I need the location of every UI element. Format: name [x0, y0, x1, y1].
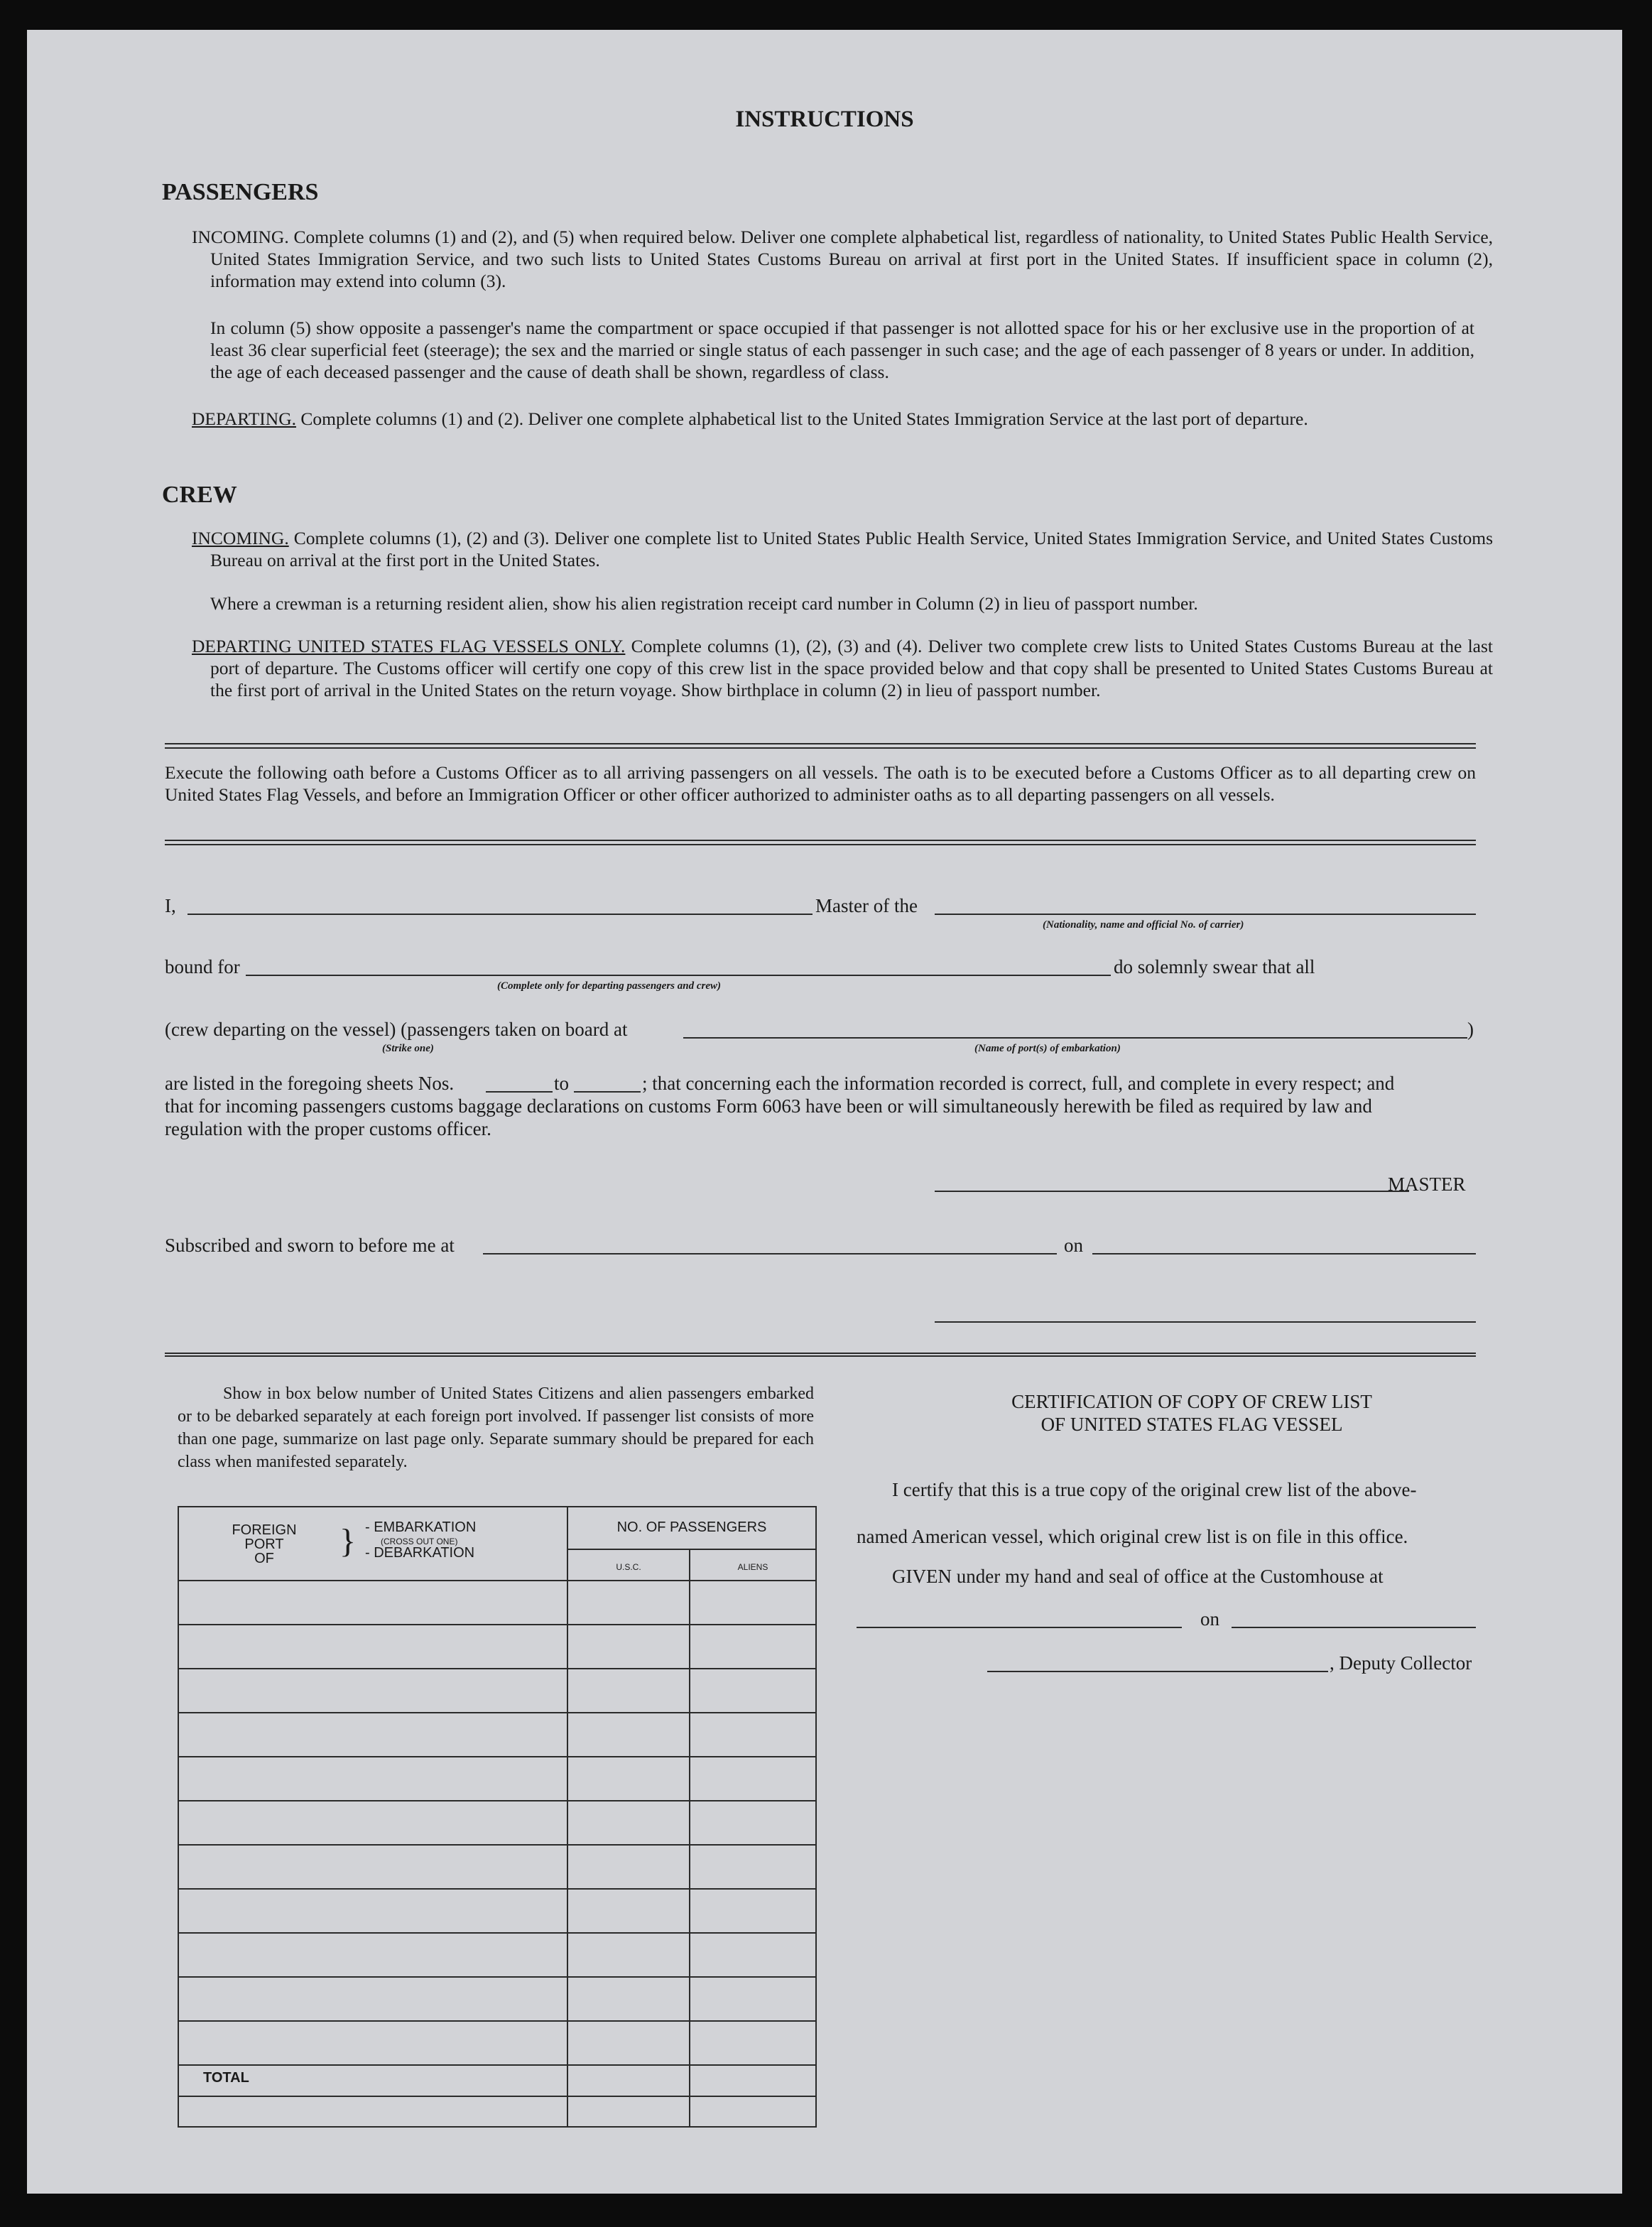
bound-for-field[interactable] — [246, 975, 1111, 976]
listed-to-label: to — [554, 1073, 570, 1094]
oath-intro: Execute the following oath before a Customs Officer as to all arriving passengers on all vessels. The oath is to be executed before a Customs Officer as to all departing crew on United States Flag Vessels, and before an Immigration Officer or other officer authorized to administer oaths as to all departing passengers on all vessels. — [165, 762, 1476, 805]
close-paren: ) — [1467, 1019, 1474, 1040]
deputy-collector-signature-field[interactable] — [987, 1671, 1328, 1672]
embarkation-port-field[interactable] — [683, 1037, 1467, 1039]
foreign-header: FOREIGN — [232, 1522, 297, 1538]
debarkation-header: - DEBARKATION — [365, 1545, 475, 1561]
listed-text-c: that for incoming passengers customs baggage declarations on customs Form 6063 have been or will simultaneously herewith be filed as required by law and — [165, 1095, 1372, 1117]
cross-out-header: (CROSS OUT ONE) — [381, 1537, 458, 1546]
passenger-summary-table — [178, 1506, 817, 2128]
oath-i-label: I, — [165, 895, 176, 916]
bound-for-label: bound for — [165, 956, 240, 977]
sworn-on-label: on — [1064, 1235, 1083, 1256]
sworn-at-field[interactable] — [483, 1253, 1057, 1255]
total-row-label: TOTAL — [203, 2070, 249, 2086]
passengers-incoming-label: INCOMING. — [192, 227, 289, 247]
summary-instructions: Show in box below number of United States Citizens and alien passengers embarked or to be debarked separately at each foreign port involved. If passenger list consists of more than one page, summarize on last page only. Separate summary should be prepared for each class when manifested separately. — [178, 1385, 814, 1471]
of-header: OF — [254, 1551, 274, 1566]
embarkation-header: - EMBARKATION — [365, 1519, 477, 1535]
subscribed-label: Subscribed and sworn to before me at — [165, 1235, 455, 1256]
sheet-from-field[interactable] — [486, 1091, 553, 1093]
divider-bottom — [165, 840, 1476, 845]
form-page — [27, 30, 1622, 2194]
port-caption: (Name of port(s) of embarkation) — [974, 1043, 1121, 1054]
no-of-passengers-header: NO. OF PASSENGERS — [616, 1519, 767, 1535]
crew-departing-paragraph — [192, 635, 1493, 701]
passengers-departing-text: Complete columns (1) and (2). Deliver one complete alphabetical list to the United States Immigration Service at the last port of departure. — [300, 408, 1308, 429]
usc-header: U.S.C. — [616, 1562, 641, 1572]
certification-title-1: CERTIFICATION OF COPY OF CREW LIST — [1011, 1391, 1372, 1412]
aliens-header: ALIENS — [737, 1562, 768, 1572]
deputy-collector-label: , Deputy Collector — [1330, 1652, 1472, 1674]
listed-text-d: regulation with the proper customs officer. — [165, 1118, 491, 1139]
officer-signature-field[interactable] — [935, 1321, 1476, 1323]
carrier-caption: (Nationality, name and official No. of carrier) — [1043, 919, 1244, 931]
master-signature-field[interactable] — [935, 1191, 1409, 1192]
divider-top — [165, 743, 1476, 749]
master-of-label: Master of the — [815, 895, 918, 916]
customhouse-field[interactable] — [857, 1627, 1182, 1628]
departing-caption: (Complete only for departing passengers and crew) — [497, 980, 721, 992]
master-name-field[interactable] — [188, 914, 813, 915]
crew-resident-paragraph: Where a crewman is a returning resident alien, show his alien registration receipt card number in Column (2) in lieu of passport number. — [210, 593, 1198, 614]
certification-line-3: GIVEN under my hand and seal of office at the Customhouse at — [892, 1566, 1384, 1587]
passengers-incoming-paragraph — [192, 226, 1493, 292]
listed-text-a: are listed in the foregoing sheets Nos. — [165, 1073, 455, 1094]
certification-title-2: OF UNITED STATES FLAG VESSEL — [1040, 1414, 1343, 1435]
sworn-date-field[interactable] — [1092, 1253, 1476, 1255]
crew-departing-label: DEPARTING UNITED STATES FLAG VESSELS ONLY. — [192, 636, 626, 656]
listed-text-b: ; that concerning each the information recorded is correct, full, and complete in every respect; and — [642, 1073, 1395, 1094]
certification-line-2: named American vessel, which original crew list is on file in this office. — [857, 1526, 1408, 1547]
crew-heading: CREW — [162, 482, 237, 508]
carrier-field[interactable] — [935, 914, 1476, 915]
certification-line-1: I certify that this is a true copy of the original crew list of the above- — [892, 1479, 1417, 1500]
passengers-departing-paragraph — [192, 408, 1493, 430]
sheet-to-field[interactable] — [574, 1091, 641, 1093]
crew-incoming-text: Complete columns (1), (2) and (3). Deliver one complete list to United States Public Health Service, United States Immigration Service, and United States Customs Bureau on arrival at the first port in the United States. — [210, 528, 1494, 570]
crew-departing-label: (crew departing on the vessel) (passengers taken on board at — [165, 1019, 628, 1040]
brace-icon: } — [339, 1522, 357, 1560]
crew-departing-text: Complete columns (1), (2), (3) and (4). Deliver two complete crew lists to United States Customs Bureau at the last port of departure. The Customs officer will certify one copy of this crew list in the space provided below and that copy shall be presented to United States Customs Bureau at the first port of arrival in the United States on the return voyage. Show birthplace in column (2) in lieu of passport number. — [210, 636, 1493, 700]
swear-label: do solemnly swear that all — [1114, 956, 1315, 977]
passengers-column5-paragraph: In column (5) show opposite a passenger's name the compartment or space occupied if that passenger is not allotted space for his or her exclusive use in the proportion of at least 36 clear superficial feet (steerage); the sex and the married or single status of each passenger in such case; and the age of each passenger of 8 years or under. In addition, the age of each deceased passenger and the cause of death shall be shown, regardless of class. — [210, 318, 1474, 382]
certification-date-field[interactable] — [1232, 1627, 1476, 1628]
passengers-heading: PASSENGERS — [162, 179, 319, 205]
master-signature-label: MASTER — [1388, 1174, 1466, 1195]
certification-on-label: on — [1200, 1608, 1219, 1630]
passengers-departing-label: DEPARTING. — [192, 408, 296, 429]
passengers-incoming-text: Complete columns (1) and (2), and (5) when required below. Deliver one complete alphabetical list, regardless of nationality, to United States Public Health Service, United States Immigration Service, and two such lists to United States Customs Bureau on arrival at first port in the United States. If insufficient space in column (2), information may extend into column (3). — [210, 227, 1494, 291]
crew-incoming-label: INCOMING. — [192, 528, 289, 548]
port-header: PORT — [244, 1537, 284, 1552]
strike-one-caption: (Strike one) — [382, 1043, 434, 1054]
page-title: INSTRUCTIONS — [735, 107, 914, 132]
crew-incoming-paragraph — [192, 527, 1493, 571]
section-divider — [165, 1353, 1476, 1357]
